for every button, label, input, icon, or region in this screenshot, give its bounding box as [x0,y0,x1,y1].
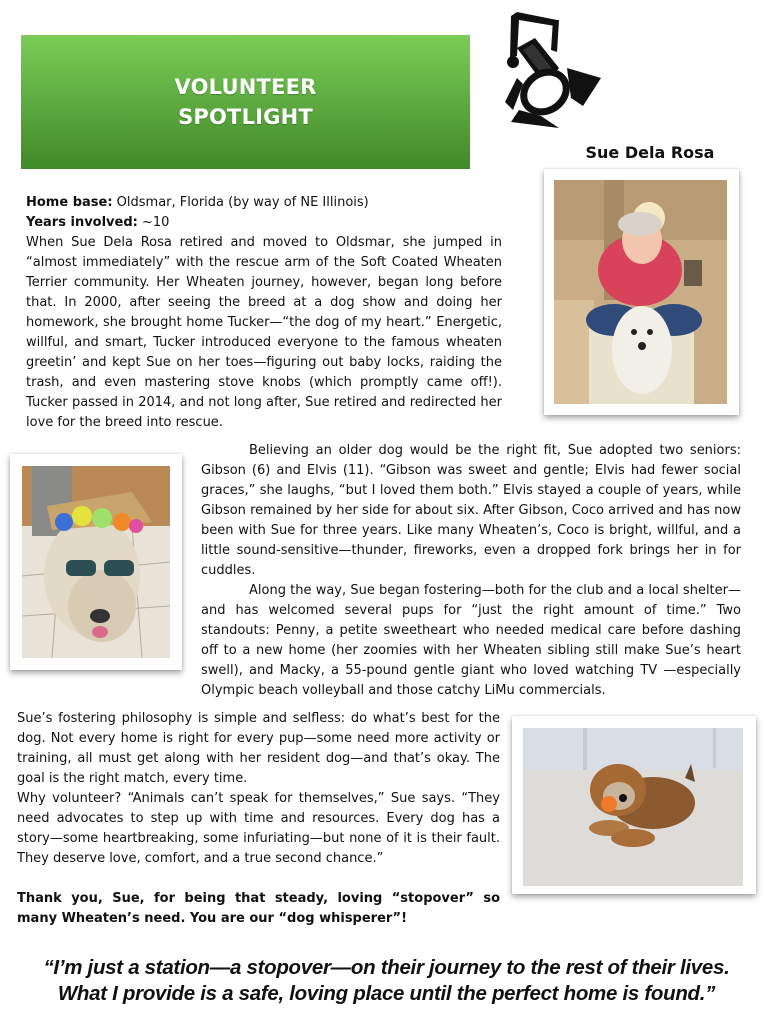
years-involved [26,213,502,233]
thank-you-message: Thank you, Sue, for being that steady, loving “stopover” so many Wheaten’s need. You are our “dog whisperer”! [17,891,500,926]
sue-photo-frame [544,169,739,415]
years-involved-label: Years involved: [26,215,138,230]
puppy-photo [523,728,743,886]
years-involved-value: ~10 [137,215,170,230]
quote-line2: What I provide is a safe, loving place until the perfect home is found.” [57,982,716,1005]
banner-title-line2: SPOTLIGHT [178,105,313,129]
sue-photo [554,180,727,404]
paragraph-tucker: When Sue Dela Rosa retired and moved to Oldsmar, she jumped in “almost immediately” with the rescue arm of the Soft Coated Wheaten Terrier community. Her Wheaten journey, however, began long before that. In 2000, after seeing the breed at a dog show and doing her homework, she brought home Tucker—“the dog of my heart.” Energetic, willful, and smart, Tucker introduced everyone to the famous wheaten greetin’ and kept Sue on her toes—figuring out baby locks, raiding the trash, and even mastering stove knobs (which promptly came off!). Tucker passed in 2014, and not long after, Sue retired and redirected her love for the breed into rescue. [26,235,502,430]
closing-quote [0,955,773,1007]
adoption-section [201,441,741,701]
spotlight-icon [497,6,607,134]
volunteer-name: Sue Dela Rosa [585,143,715,162]
banner-title-line1: VOLUNTEER [174,75,317,99]
home-base [26,193,502,213]
philosophy-section [17,709,500,929]
puppy-photo-frame [512,716,756,894]
coco-photo-frame [10,454,182,670]
quote-line1: “I’m just a station—a stopover—on their journey to the rest of their lives. [43,956,730,979]
intro-section [26,193,502,433]
coco-photo [22,466,170,658]
home-base-value: Oldsmar, Florida (by way of NE Illinois) [112,195,369,210]
paragraph-seniors: Believing an older dog would be the right fit, Sue adopted two seniors: Gibson (6) and Elvis (11). “Gibson was sweet and gentle; Elvis had fewer social graces,” she laughs, “but I loved them both.” Elvis stayed a couple of years, while Gibson remained by her side for about six. After Gibson, Coco arrived and has now been with Sue for three years. Like many Wheaten’s, Coco is bright, willful, and a little sound-sensitive—thunder, fireworks, even a dropped fork brings her in for cuddles. [201,443,741,578]
home-base-label: Home base: [26,195,113,210]
paragraph-fostering: Along the way, Sue began fostering—both for the club and a local shelter—and has welcomed several pups for “just the right amount of time.” Two standouts: Penny, a petite sweetheart who needed medical care before dashing off to a new home (her zoomies with her Wheaten sibling still make Sue’s heart swell), and Macky, a 55-pound gentle giant who loved watching TV —especially Olympic beach volleyball and those catchy LiMu commercials. [201,583,741,698]
spotlight-banner [21,35,470,169]
paragraph-philosophy: Sue’s fostering philosophy is simple and selfless: do what’s best for the dog. Not every home is right for every pup—some need more activity or training, all must get along with her resident dog—and that’s okay. The goal is the right match, every time. [17,711,500,786]
paragraph-why-volunteer: Why volunteer? “Animals can’t speak for themselves,” Sue says. “They need advocates to step up with time and resources. Every dog has a story—some heartbreaking, some infuriating—but none of it is their fault. They deserve love, comfort, and a true second chance.” [17,791,500,866]
